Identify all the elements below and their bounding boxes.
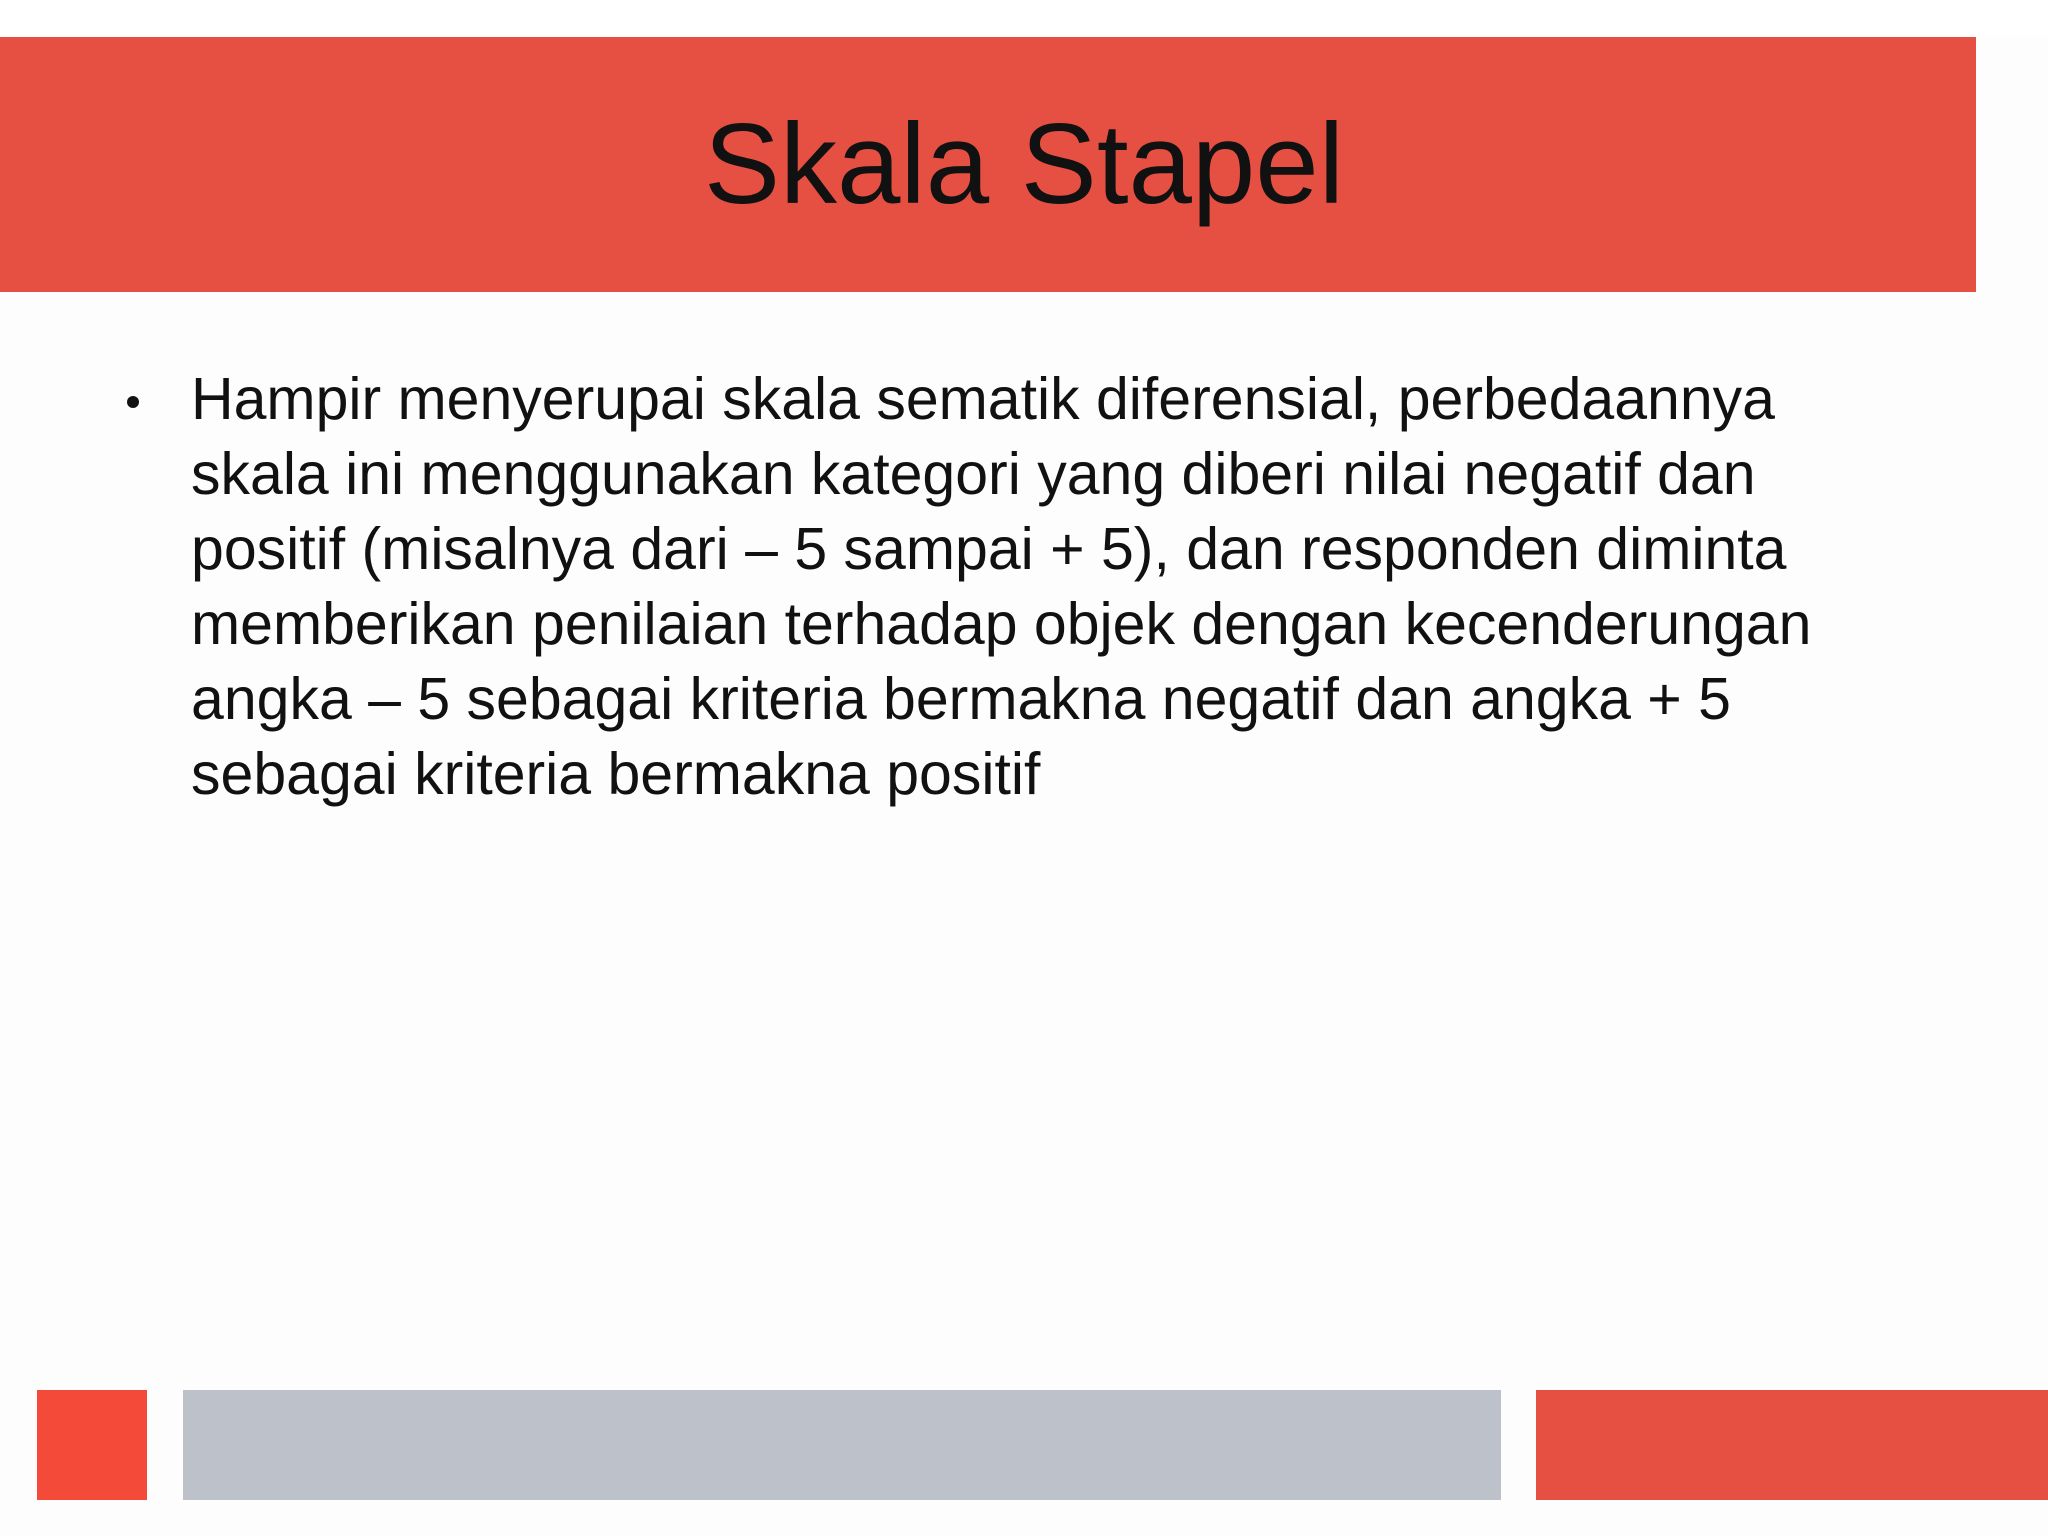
top-strip: [0, 0, 2048, 37]
footer-middle-bar: [183, 1390, 1501, 1500]
slide-title: Skala Stapel: [703, 101, 1345, 228]
footer-left-block: [37, 1390, 147, 1500]
bullet-text: Hampir menyerupai skala sematik diferensial, perbedaannya skala ini menggunakan kategori yang diberi nilai negatif dan positif (misalnya dari – 5 sampai + 5), dan responden diminta memberikan penilaian terhadap objek dengan kecenderungan angka – 5 sebagai kriteria bermakna negatif dan angka + 5 sebagai kriteria bermakna positif: [191, 366, 1812, 807]
bullet-list: [116, 362, 1916, 812]
bullet-dot-icon: [127, 396, 139, 408]
bullet-item: [116, 362, 1916, 812]
footer-right-bar: [1536, 1390, 2048, 1500]
